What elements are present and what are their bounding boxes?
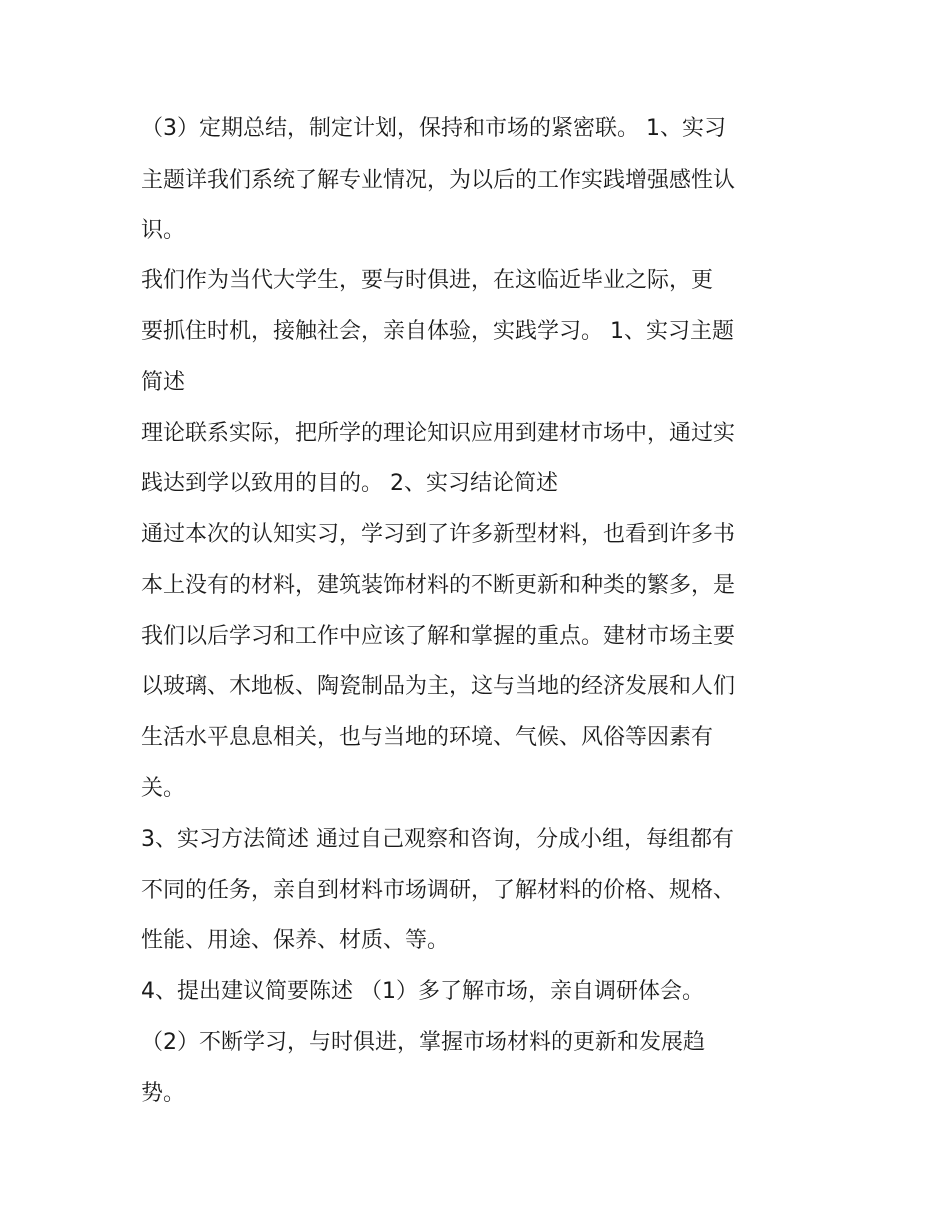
text-line: 识。	[141, 218, 186, 243]
text-line: 生活水平息息相关，也与当地的环境、气候、风俗等因素有	[141, 725, 714, 750]
text-line: 我们以后学习和工作中应该了解和掌握的重点。建材市场主要	[141, 624, 736, 649]
text-line: 本上没有的材料，建筑装饰材料的不断更新和种类的繁多，是	[141, 573, 736, 598]
text-line: 我们作为当代大学生，要与时俱进，在这临近毕业之际，更	[141, 268, 714, 293]
text-line: 通过本次的认知实习，学习到了许多新型材料，也看到许多书	[141, 522, 736, 547]
text-line: 以玻璃、木地板、陶瓷制品为主，这与当地的经济发展和人们	[141, 674, 736, 699]
text-line: （3）定期总结，制定计划，保持和市场的紧密联。 1、实习	[141, 116, 726, 141]
text-line: 要抓住时机，接触社会，亲自体验，实践学习。 1、实习主题	[141, 319, 734, 344]
text-line: 势。	[141, 1081, 186, 1106]
text-line: 4、提出建议简要陈述 （1）多了解市场，亲自调研体会。	[141, 979, 704, 1004]
text-line: （2）不断学习，与时俱进，掌握市场材料的更新和发展趋	[141, 1030, 705, 1055]
text-line: 主题详我们系统了解专业情况，为以后的工作实践增强感性认	[141, 168, 736, 193]
text-line: 不同的任务，亲自到材料市场调研，了解材料的价格、规格、	[141, 878, 736, 903]
text-line: 性能、用途、保养、材质、等。	[141, 928, 450, 953]
text-line: 理论联系实际，把所学的理论知识应用到建材市场中，通过实	[141, 421, 736, 446]
text-line: 践达到学以致用的目的。 2、实习结论简述	[141, 471, 558, 496]
text-line: 3、实习方法简述 通过自己观察和咨询，分成小组，每组都有	[141, 827, 734, 852]
text-line: 简述	[141, 370, 186, 395]
text-line: 关。	[141, 776, 186, 801]
